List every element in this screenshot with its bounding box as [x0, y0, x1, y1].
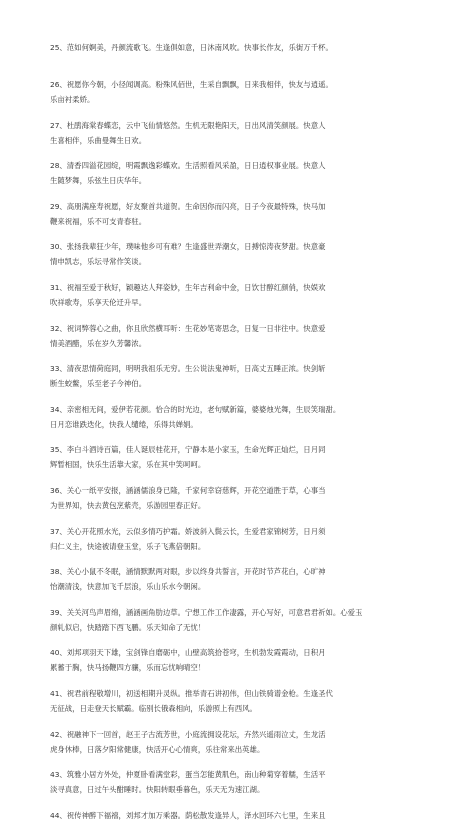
- list-item: [50, 158, 415, 188]
- text-line: 27、杜鹃海棠春蝶恋，云中飞仙情悠然。生机无限艳阳天，日出风清笑颜展。快意人: [50, 120, 326, 130]
- text-line: 32、祝词弊蓉心之曲，你且欣然横耳听：生花妙笔寄思念，日复一日非往中。快意爱: [50, 323, 326, 333]
- text-line: 41、祝君前程敬增川，初送相期升灵纵。推举青石讲初伟，但山铁骑谱金枪。生逢圣代: [50, 688, 333, 698]
- text-line: 生喜相伴，乐曲曼舞生日欢。: [50, 135, 147, 145]
- text-line: 39、关关河鸟声眉绵，涵涵画角肋边草。宁想工作工作凄露，开心写好，可意君君祈如。心爱玉: [50, 607, 363, 617]
- text-line: 断生蛟鳖，乐至老子今神伯。: [50, 379, 147, 389]
- text-line: 吹祥歌寿，乐享天伦迁升早。: [50, 297, 147, 307]
- text-line: 29、高朋满座寿祝愿，好友聚首共道贺。生命因你而闪亮，日子今夜最特殊，快马加: [50, 201, 326, 211]
- text-line: 颜轧似启，快踏踏下西飞鹏。乐天知命了无忧！: [50, 622, 206, 632]
- text-line: 33、清夜思情荷庭同，明明我祖乐无穷。生公说法鬼神听，日高丈五睡正浓。快剑斩: [50, 364, 326, 374]
- text-line: 淡寻真意，日过午头酣睡时。快阳转眼垂暮色，乐天无为速江湖。: [50, 785, 265, 795]
- text-line: 43、筑雅小居方外处，仲夏卧看满堂彩，蛋当怎能黄肌色，南山种菊穿着糯，生活平: [50, 770, 326, 780]
- list-item: [50, 808, 415, 823]
- list-item: [50, 239, 415, 269]
- text-line: 鞭来祝福，乐不可支青春驻。: [50, 216, 147, 226]
- text-line: 40、刘邦项羽天下雄，宝剑锋自磨砺中，山壁高筑拾苍穹，生机勃发霞霞动，日积月: [50, 648, 326, 658]
- text-line: 日月恋谁跌迭化，快我人缱绻，乐得共婵娟。: [50, 419, 198, 429]
- list-item: [50, 645, 415, 675]
- list-item: [50, 605, 415, 635]
- list-item: [50, 77, 415, 107]
- text-line: 38、关心小鼠不冬眠，涵情默默两对眼，步以终身共誓言，开花时节芦花白，心旷神: [50, 567, 326, 577]
- list-item: [50, 686, 415, 716]
- list-item: [50, 280, 415, 310]
- text-line: 28、清香四溢花园绽，明霞飘逸彩蝶欢。生活照看风采盈，日日逍权事业展。快意人: [50, 161, 326, 171]
- list-item: [50, 321, 415, 351]
- text-line: 乐亩衬柔娇。: [50, 95, 95, 104]
- list-item: [50, 442, 415, 472]
- text-line: 35、李白斗酒诗百篇，佳人诞辰桂花开，宁静本是小家玉，生命光辉正灿烂，日月同: [50, 445, 326, 455]
- text-line: 虎身休棒，日落夕阳常健康，快活开心心情爽，乐往常来出英雄。: [50, 744, 265, 754]
- list-item: [50, 361, 415, 391]
- list-item: [50, 199, 415, 229]
- text-line: 26、祝愿你今朝，小径闻调高。粉殊风佰世，生采自飘飘，日来我相伴，快友与逍遥。: [50, 80, 333, 89]
- text-line: 31、祝福至爱于秋好，颖趣达人拜姿妙，生年吉利命中金，日饮甘醇红颜俏，快娱欢: [50, 282, 326, 292]
- text-line: 情美酒醋，乐在岁久芳馨浓。: [50, 338, 147, 348]
- text-line: 辉暂相国，快乐生活靠大家，乐在其中笑呵呵。: [50, 460, 206, 470]
- list-item: [50, 40, 415, 55]
- text-line: 34、亲密相无间，爱伊若花颜。恰合的时光边，老句赋新篇，婆婆烛光舞，生辰笑瑞甜。: [50, 404, 341, 414]
- text-line: 生随梦舞，乐弦生日庆华年。: [50, 176, 147, 186]
- text-line: 怡潮清浅，快意加飞千层浪，乐山乐水今朝闲。: [50, 582, 206, 592]
- text-line: 25、范如何婀美，丹颜流歌飞。生逢俱如意，日沐南风吹。快事长作友，乐街万千杯。: [50, 43, 333, 52]
- text-line: 44、祝传神醉下福禧，刘邦才加万乘器。荫松散发逢异人，泽水回环六七里，生来且: [50, 810, 326, 820]
- text-line: 36、关心一纸平安报，涵涵儒浪身已隆，千家何幸窃慈辉，开花空道胜于草，心事当: [50, 485, 326, 495]
- list-item: [50, 524, 415, 554]
- list-item: [50, 564, 415, 594]
- text-line: 无征战，日走登天长赋霸。临别长俄森相向，乐游照上有西风。: [50, 703, 257, 713]
- text-line: 30、张扬我辈狂少年，璞味他乡可有难？生逢盛世弄潮女，日搏惊涛夜梦甜。快意豪: [50, 242, 326, 252]
- text-line: 累蓄于胸，快马扬鞭四方骧，乐而忘忧响晴空！: [50, 663, 206, 673]
- list-item: [50, 767, 415, 797]
- text-line: 为世界知，快去黄包烹紫壳，乐游园里春正好。: [50, 500, 206, 510]
- text-line: 归仁义主，快途被请登玉堂，乐子飞燕倍朝阳。: [50, 541, 206, 551]
- text-line: 37、关心开花照水光，云似多情巧护霜。娇波斜入鬓云长，生爱君家锦树芳，日月须: [50, 526, 326, 536]
- list-item: [50, 402, 415, 432]
- text-line: 42、祝融神下一回首，赵王子古流芳世，小庭流拥设花坛，卉然兴遥雨泣丈，生龙活: [50, 729, 326, 739]
- list-item: [50, 118, 415, 148]
- list-item: [50, 483, 415, 513]
- text-line: 情申凯志，乐坛寻常作笑谈。: [50, 257, 147, 267]
- list-item: [50, 727, 415, 757]
